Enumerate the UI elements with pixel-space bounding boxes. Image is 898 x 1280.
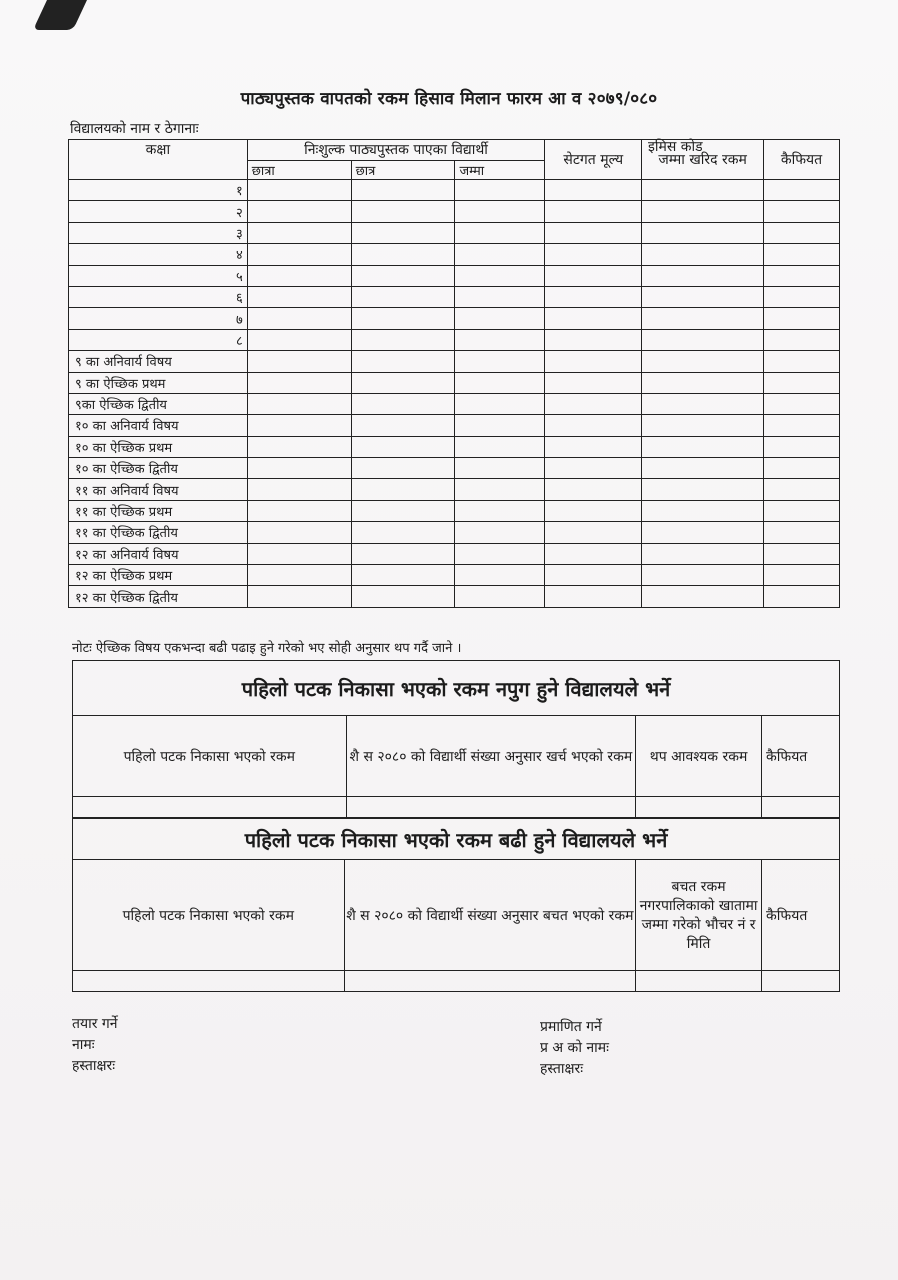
entry-cell[interactable]	[642, 222, 764, 243]
entry-cell[interactable]	[545, 415, 642, 436]
entry-cell[interactable]	[545, 565, 642, 586]
preparer-name-label: नामः	[72, 1037, 95, 1053]
entry-cell[interactable]	[455, 393, 545, 414]
table-row	[69, 500, 840, 521]
form-title: पाठ्यपुस्तक वापतको रकम हिसाव मिलान फारम आ व २०७९/०८०	[240, 89, 658, 109]
table-row	[69, 565, 840, 586]
entry-cell[interactable]	[545, 180, 642, 201]
entry-cell[interactable]	[351, 500, 455, 521]
table-row	[69, 458, 840, 479]
entry-cell[interactable]	[247, 351, 351, 372]
table-header-row	[69, 140, 840, 161]
table-row	[69, 436, 840, 457]
shortfall-section-title: पहिलो पटक निकासा भएको रकम नपुग हुने विद्यालयले भर्ने	[73, 661, 840, 716]
entry-cell[interactable]	[545, 479, 642, 500]
entry-cell[interactable]	[642, 308, 764, 329]
textbook-table	[68, 139, 840, 608]
shortfall-col-spent: शै स २०८० को विद्यार्थी संख्या अनुसार खर्च भएको रकम	[346, 716, 636, 797]
row-class-label: १	[69, 180, 248, 201]
row-class-label: ८	[69, 329, 248, 350]
entry-cell[interactable]	[247, 222, 351, 243]
entry-cell[interactable]	[642, 244, 764, 265]
entry-cell[interactable]	[351, 393, 455, 414]
row-class-label: १२ का ऐच्छिक द्वितीय	[69, 586, 248, 607]
preparer-signature-label: हस्ताक्षरः	[72, 1058, 116, 1074]
table-row	[69, 586, 840, 607]
entry-cell[interactable]	[545, 372, 642, 393]
entry-cell[interactable]	[642, 586, 764, 607]
entry-cell[interactable]	[247, 286, 351, 307]
page-corner-shadow	[33, 0, 87, 30]
entry-cell[interactable]	[455, 586, 545, 607]
entry-cell[interactable]	[642, 180, 764, 201]
school-name-label: विद्यालयको नाम र ठेगानाः	[70, 121, 199, 137]
entry-cell[interactable]	[351, 543, 455, 564]
entry-cell[interactable]	[642, 565, 764, 586]
entry-cell[interactable]	[455, 286, 545, 307]
entry-cell[interactable]	[764, 458, 840, 479]
row-class-label: ११ का ऐच्छिक द्वितीय	[69, 522, 248, 543]
entry-cell[interactable]	[247, 372, 351, 393]
entry-cell[interactable]	[351, 244, 455, 265]
row-class-label: १२ का ऐच्छिक प्रथम	[69, 565, 248, 586]
header-class: कक्षा	[69, 140, 248, 180]
entry-cell[interactable]	[642, 436, 764, 457]
entry-cell[interactable]	[545, 393, 642, 414]
row-class-label: ९का ऐच्छिक द्वितीय	[69, 393, 248, 414]
entry-cell[interactable]	[351, 180, 455, 201]
entry-cell[interactable]	[764, 222, 840, 243]
shortfall-section	[72, 660, 840, 818]
entry-cell[interactable]	[351, 522, 455, 543]
entry-cell[interactable]	[351, 458, 455, 479]
entry-cell[interactable]	[455, 222, 545, 243]
table-row	[69, 415, 840, 436]
entry-cell[interactable]	[642, 393, 764, 414]
entry-cell[interactable]	[762, 971, 840, 992]
surplus-col-first-release: पहिलो पटक निकासा भएको रकम	[73, 860, 345, 971]
entry-cell[interactable]	[351, 586, 455, 607]
entry-cell[interactable]	[764, 543, 840, 564]
table-row	[69, 265, 840, 286]
table-row	[69, 286, 840, 307]
surplus-entry-row	[73, 971, 840, 992]
entry-cell[interactable]	[247, 522, 351, 543]
row-class-label: ११ का ऐच्छिक प्रथम	[69, 500, 248, 521]
entry-cell[interactable]	[351, 329, 455, 350]
row-class-label: ९ का अनिवार्य विषय	[69, 351, 248, 372]
entry-cell[interactable]	[344, 971, 636, 992]
entry-cell[interactable]	[764, 329, 840, 350]
row-class-label: ९ का ऐच्छिक प्रथम	[69, 372, 248, 393]
entry-cell[interactable]	[764, 372, 840, 393]
table-row	[69, 308, 840, 329]
header-total: जम्मा	[455, 161, 545, 180]
table-row	[69, 222, 840, 243]
entry-cell[interactable]	[764, 436, 840, 457]
section-title-row	[73, 819, 840, 860]
entry-cell[interactable]	[545, 329, 642, 350]
entry-cell[interactable]	[762, 797, 840, 818]
entry-cell[interactable]	[455, 329, 545, 350]
entry-cell[interactable]	[545, 244, 642, 265]
prepared-by-block	[72, 1014, 118, 1077]
section-title-row	[73, 661, 840, 716]
entry-cell[interactable]	[351, 565, 455, 586]
table-row	[69, 244, 840, 265]
entry-cell[interactable]	[764, 308, 840, 329]
entry-cell[interactable]	[642, 479, 764, 500]
header-boys: छात्र	[351, 161, 455, 180]
entry-cell[interactable]	[764, 415, 840, 436]
entry-cell[interactable]	[455, 180, 545, 201]
entry-cell[interactable]	[545, 265, 642, 286]
entry-cell[interactable]	[247, 329, 351, 350]
row-class-label: १० का अनिवार्य विषय	[69, 415, 248, 436]
certified-by-block	[540, 1017, 609, 1080]
table-row	[69, 522, 840, 543]
entry-cell[interactable]	[455, 415, 545, 436]
row-class-label: १२ का अनिवार्य विषय	[69, 543, 248, 564]
entry-cell[interactable]	[351, 351, 455, 372]
entry-cell[interactable]	[545, 201, 642, 222]
entry-cell[interactable]	[642, 351, 764, 372]
emis-code-label: इमिस कोड	[648, 139, 703, 155]
entry-cell[interactable]	[351, 479, 455, 500]
entry-cell[interactable]	[455, 522, 545, 543]
table-row	[69, 479, 840, 500]
entry-cell[interactable]	[764, 244, 840, 265]
entry-cell[interactable]	[545, 500, 642, 521]
row-class-label: १० का ऐच्छिक द्वितीय	[69, 458, 248, 479]
entry-cell[interactable]	[346, 797, 636, 818]
entry-cell[interactable]	[642, 329, 764, 350]
entry-cell[interactable]	[764, 351, 840, 372]
entry-cell[interactable]	[642, 500, 764, 521]
entry-cell[interactable]	[351, 415, 455, 436]
entry-cell[interactable]	[764, 522, 840, 543]
entry-cell[interactable]	[764, 565, 840, 586]
table-row	[69, 180, 840, 201]
entry-cell[interactable]	[642, 286, 764, 307]
entry-cell[interactable]	[455, 500, 545, 521]
entry-cell[interactable]	[764, 286, 840, 307]
entry-cell[interactable]	[545, 586, 642, 607]
surplus-col-remarks: कैफियत	[762, 860, 840, 971]
shortfall-entry-row	[73, 797, 840, 818]
entry-cell[interactable]	[73, 971, 345, 992]
section-header-row	[73, 716, 840, 797]
entry-cell[interactable]	[455, 543, 545, 564]
entry-cell[interactable]	[764, 393, 840, 414]
entry-cell[interactable]	[351, 372, 455, 393]
entry-cell[interactable]	[247, 415, 351, 436]
entry-cell[interactable]	[455, 265, 545, 286]
entry-cell[interactable]	[764, 500, 840, 521]
surplus-col-saved: शै स २०८० को विद्यार्थी संख्या अनुसार बचत भएको रकम	[344, 860, 636, 971]
entry-cell[interactable]	[455, 201, 545, 222]
footnote: नोटः ऐच्छिक विषय एकभन्दा बढी पढाइ हुने गरेको भए सोही अनुसार थप गर्दै जाने ।	[72, 641, 462, 656]
surplus-section-title: पहिलो पटक निकासा भएको रकम बढी हुने विद्यालयले भर्ने	[73, 819, 840, 860]
entry-cell[interactable]	[247, 201, 351, 222]
row-class-label: १० का ऐच्छिक प्रथम	[69, 436, 248, 457]
entry-cell[interactable]	[642, 265, 764, 286]
entry-cell[interactable]	[455, 351, 545, 372]
table-row	[69, 329, 840, 350]
entry-cell[interactable]	[545, 436, 642, 457]
entry-cell[interactable]	[764, 180, 840, 201]
entry-cell[interactable]	[545, 286, 642, 307]
table-row	[69, 201, 840, 222]
shortfall-col-additional: थप आवश्यक रकम	[636, 716, 762, 797]
entry-cell[interactable]	[247, 543, 351, 564]
header-free-books: निःशुल्क पाठ्यपुस्तक पाएका विद्यार्थी	[247, 140, 545, 161]
entry-cell[interactable]	[636, 971, 762, 992]
entry-cell[interactable]	[247, 393, 351, 414]
entry-cell[interactable]	[455, 436, 545, 457]
entry-cell[interactable]	[351, 436, 455, 457]
entry-cell[interactable]	[351, 222, 455, 243]
header-remarks: कैफियत	[764, 140, 840, 180]
row-class-label: ६	[69, 286, 248, 307]
entry-cell[interactable]	[764, 265, 840, 286]
row-class-label: ३	[69, 222, 248, 243]
row-class-label: ७	[69, 308, 248, 329]
entry-cell[interactable]	[642, 372, 764, 393]
row-class-label: ५	[69, 265, 248, 286]
entry-cell[interactable]	[642, 458, 764, 479]
head-teacher-name-label: प्र अ को नामः	[540, 1040, 609, 1056]
entry-cell[interactable]	[764, 479, 840, 500]
entry-cell[interactable]	[247, 500, 351, 521]
header-girls: छात्रा	[247, 161, 351, 180]
entry-cell[interactable]	[247, 308, 351, 329]
entry-cell[interactable]	[247, 458, 351, 479]
entry-cell[interactable]	[247, 180, 351, 201]
entry-cell[interactable]	[545, 351, 642, 372]
entry-cell[interactable]	[351, 286, 455, 307]
entry-cell[interactable]	[247, 436, 351, 457]
entry-cell[interactable]	[351, 308, 455, 329]
entry-cell[interactable]	[455, 458, 545, 479]
table-row	[69, 543, 840, 564]
entry-cell[interactable]	[455, 372, 545, 393]
row-class-label: ४	[69, 244, 248, 265]
entry-cell[interactable]	[247, 586, 351, 607]
entry-cell[interactable]	[247, 479, 351, 500]
entry-cell[interactable]	[351, 201, 455, 222]
header-total-purchase: जम्मा खरिद रकम	[642, 140, 764, 180]
section-header-row	[73, 860, 840, 971]
entry-cell[interactable]	[73, 797, 347, 818]
entry-cell[interactable]	[545, 522, 642, 543]
entry-cell[interactable]	[545, 308, 642, 329]
row-class-label: ११ का अनिवार्य विषय	[69, 479, 248, 500]
entry-cell[interactable]	[247, 265, 351, 286]
entry-cell[interactable]	[642, 415, 764, 436]
entry-cell[interactable]	[545, 222, 642, 243]
entry-cell[interactable]	[636, 797, 762, 818]
head-teacher-signature-label: हस्ताक्षरः	[540, 1061, 584, 1077]
entry-cell[interactable]	[455, 244, 545, 265]
entry-cell[interactable]	[455, 308, 545, 329]
entry-cell[interactable]	[351, 265, 455, 286]
entry-cell[interactable]	[545, 458, 642, 479]
shortfall-col-remarks: कैफियत	[762, 716, 840, 797]
entry-cell[interactable]	[247, 565, 351, 586]
surplus-col-voucher: बचत रकम नगरपालिकाको खातामा जम्मा गरेको भौचर नं र मिति	[636, 860, 762, 971]
entry-cell[interactable]	[642, 522, 764, 543]
entry-cell[interactable]	[642, 201, 764, 222]
entry-cell[interactable]	[247, 244, 351, 265]
entry-cell[interactable]	[455, 565, 545, 586]
table-row	[69, 393, 840, 414]
entry-cell[interactable]	[455, 479, 545, 500]
certified-by-label: प्रमाणित गर्ने	[540, 1019, 602, 1035]
table-row	[69, 351, 840, 372]
table-row	[69, 372, 840, 393]
shortfall-col-first-release: पहिलो पटक निकासा भएको रकम	[73, 716, 347, 797]
entry-cell[interactable]	[764, 586, 840, 607]
row-class-label: २	[69, 201, 248, 222]
header-set-price: सेटगत मूल्य	[545, 140, 642, 180]
entry-cell[interactable]	[545, 543, 642, 564]
entry-cell[interactable]	[764, 201, 840, 222]
surplus-section	[72, 818, 840, 992]
entry-cell[interactable]	[642, 543, 764, 564]
prepared-by-label: तयार गर्ने	[72, 1016, 118, 1032]
